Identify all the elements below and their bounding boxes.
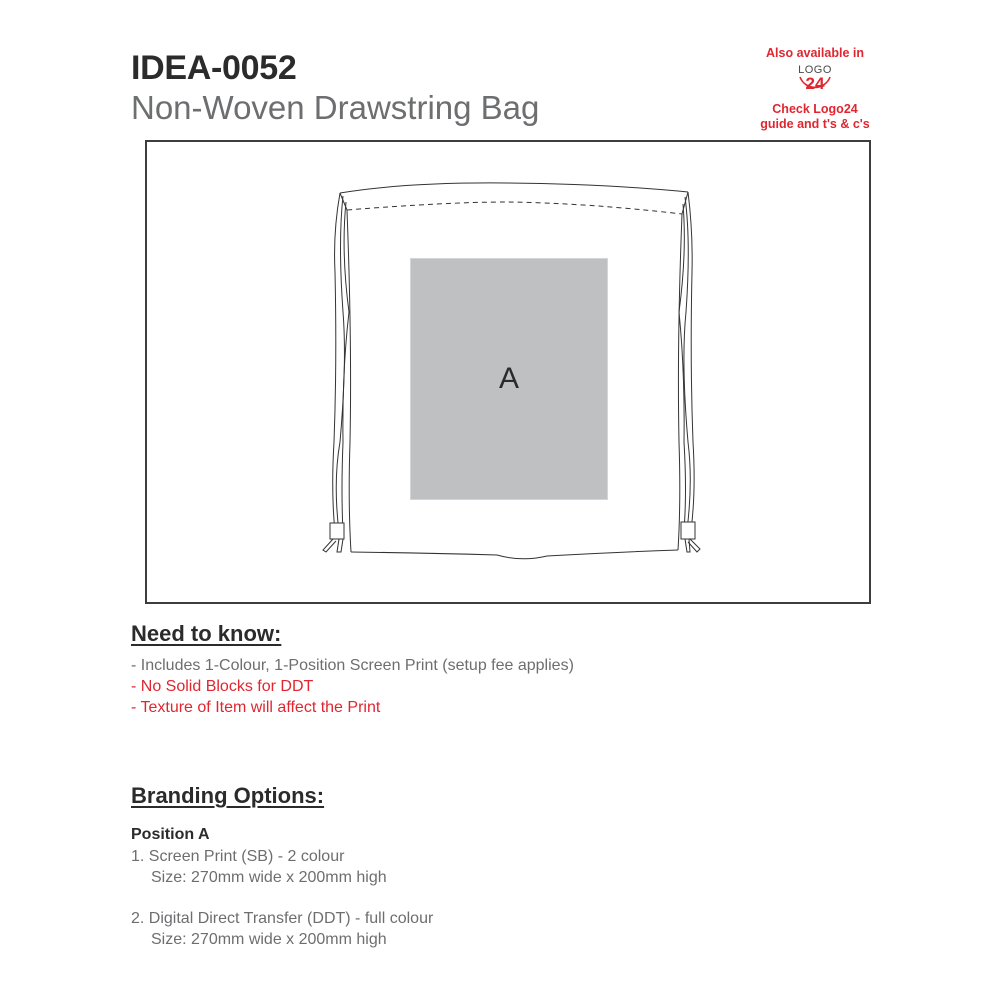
print-area-a [410, 258, 608, 500]
logo24-terms-text: guide and t's & c's [760, 117, 870, 131]
logo24-availability-text: Also available in [766, 46, 864, 60]
product-name: Non-Woven Drawstring Bag [131, 89, 540, 126]
option-method: 2. Digital Direct Transfer (DDT) - full colour [131, 910, 434, 927]
note-item-warning: - Texture of Item will affect the Print [131, 699, 381, 716]
branding-options-heading: Branding Options: [131, 783, 325, 808]
branding-options-list [131, 846, 433, 950]
position-a-title: Position A [131, 826, 210, 843]
option-size: Size: 270mm wide x 200mm high [151, 931, 387, 948]
logo24-check-text: Check Logo24 [772, 102, 858, 116]
logo24-word: LOGO [798, 64, 832, 76]
logo24-badge [752, 46, 878, 132]
need-to-know-list [131, 655, 574, 718]
print-position-label: A [498, 362, 519, 395]
logo24-number: 24 [805, 74, 825, 93]
note-item: - Includes 1-Colour, 1-Position Screen Print (setup fee applies) [131, 657, 574, 674]
need-to-know-heading: Need to know: [131, 621, 282, 646]
logo24-logo [795, 63, 835, 101]
product-image-frame [145, 140, 871, 604]
option-size: Size: 270mm wide x 200mm high [151, 869, 387, 886]
note-item-warning: - No Solid Blocks for DDT [131, 678, 314, 695]
product-code: IDEA-0052 [131, 49, 297, 87]
option-method: 1. Screen Print (SB) - 2 colour [131, 848, 345, 865]
